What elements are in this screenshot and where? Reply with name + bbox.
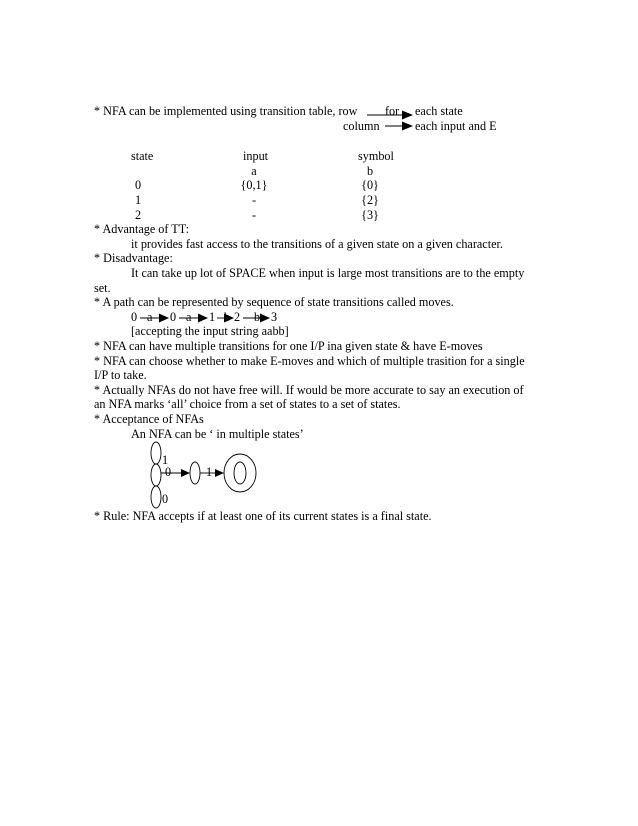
final-state-outer bbox=[224, 454, 256, 492]
diagram-edge-label-1: 1 bbox=[206, 465, 213, 479]
rule-line: * Rule: NFA accepts if at least one of its current states is a final state. bbox=[94, 509, 432, 523]
choose-line-cont: I/P to take. bbox=[94, 368, 147, 382]
column-label: column bbox=[343, 119, 380, 133]
intro-line: * NFA can be implemented using transition table, row bbox=[94, 104, 358, 118]
table-header-state: state bbox=[131, 149, 154, 163]
diagram-top-label: 1 bbox=[162, 453, 169, 467]
table-cell: 1 bbox=[134, 193, 142, 207]
advantage-body: it provides fast access to the transitions of a given state on a given character. bbox=[131, 237, 503, 251]
table-cell: - bbox=[251, 193, 257, 207]
diagram-edge-label-0: 0 bbox=[165, 465, 172, 479]
column-arrow bbox=[385, 122, 413, 131]
move-symbol: a bbox=[186, 310, 192, 324]
table-cell: {2} bbox=[361, 193, 379, 207]
actually-line: * Actually NFAs do not have free will. If would be more accurate to say an execution of bbox=[94, 383, 524, 397]
disadvantage-body-cont: set. bbox=[94, 281, 111, 295]
for-label: for bbox=[385, 104, 400, 118]
each-state-label: each state bbox=[415, 104, 463, 118]
state-node bbox=[151, 486, 161, 508]
table-subheader-a: a bbox=[251, 164, 257, 178]
state-node bbox=[151, 464, 161, 486]
move-symbol: a bbox=[147, 310, 153, 324]
table-cell: {3} bbox=[361, 208, 379, 222]
table-cell: 2 bbox=[134, 208, 142, 222]
multi-transition-line: * NFA can have multiple transitions for one I/P ina given state & have E-moves bbox=[94, 339, 483, 353]
transition-arrowhead bbox=[215, 469, 224, 477]
move-state: 0 bbox=[170, 310, 177, 324]
acceptance-body: An NFA can be ‘ in multiple states’ bbox=[131, 427, 304, 441]
actually-line-cont: an NFA marks ‘all’ choice from a set of states to a set of states. bbox=[94, 397, 401, 411]
disadvantage-body: It can take up lot of SPACE when input is large most transitions are to the empty bbox=[131, 266, 525, 280]
diagram-bottom-label: 0 bbox=[162, 492, 169, 506]
accepting-note: [accepting the input string aabb] bbox=[131, 324, 289, 338]
transition-arrowhead bbox=[181, 469, 190, 477]
table-header-symbol: symbol bbox=[358, 149, 394, 163]
move-state: 2 bbox=[234, 310, 241, 324]
each-input-label: each input and E bbox=[415, 119, 497, 133]
table-subheader-b: b bbox=[366, 164, 374, 178]
state-node bbox=[190, 462, 200, 484]
advantage-heading: * Advantage of TT: bbox=[94, 222, 189, 236]
state-node bbox=[151, 442, 161, 464]
path-line: * A path can be represented by sequence of state transitions called moves. bbox=[94, 295, 454, 309]
move-state: 3 bbox=[271, 310, 278, 324]
move-symbol: b bbox=[254, 310, 261, 324]
table-header-input: input bbox=[243, 149, 269, 163]
row-arrow bbox=[367, 111, 413, 120]
table-cell: 0 bbox=[134, 178, 142, 192]
disadvantage-heading: * Disadvantage: bbox=[94, 251, 173, 265]
table-cell: {0,1} bbox=[240, 178, 268, 192]
move-state: 0 bbox=[131, 310, 138, 324]
nfa-diagram bbox=[151, 442, 256, 508]
final-state-inner bbox=[234, 462, 246, 484]
choose-line: * NFA can choose whether to make E-moves and which of multiple trasition for a single bbox=[94, 354, 525, 368]
table-cell: - bbox=[251, 208, 257, 222]
move-arrows bbox=[140, 314, 270, 323]
table-cell: {0} bbox=[361, 178, 379, 192]
acceptance-heading: * Acceptance of NFAs bbox=[94, 412, 204, 426]
move-state: 1 bbox=[209, 310, 216, 324]
